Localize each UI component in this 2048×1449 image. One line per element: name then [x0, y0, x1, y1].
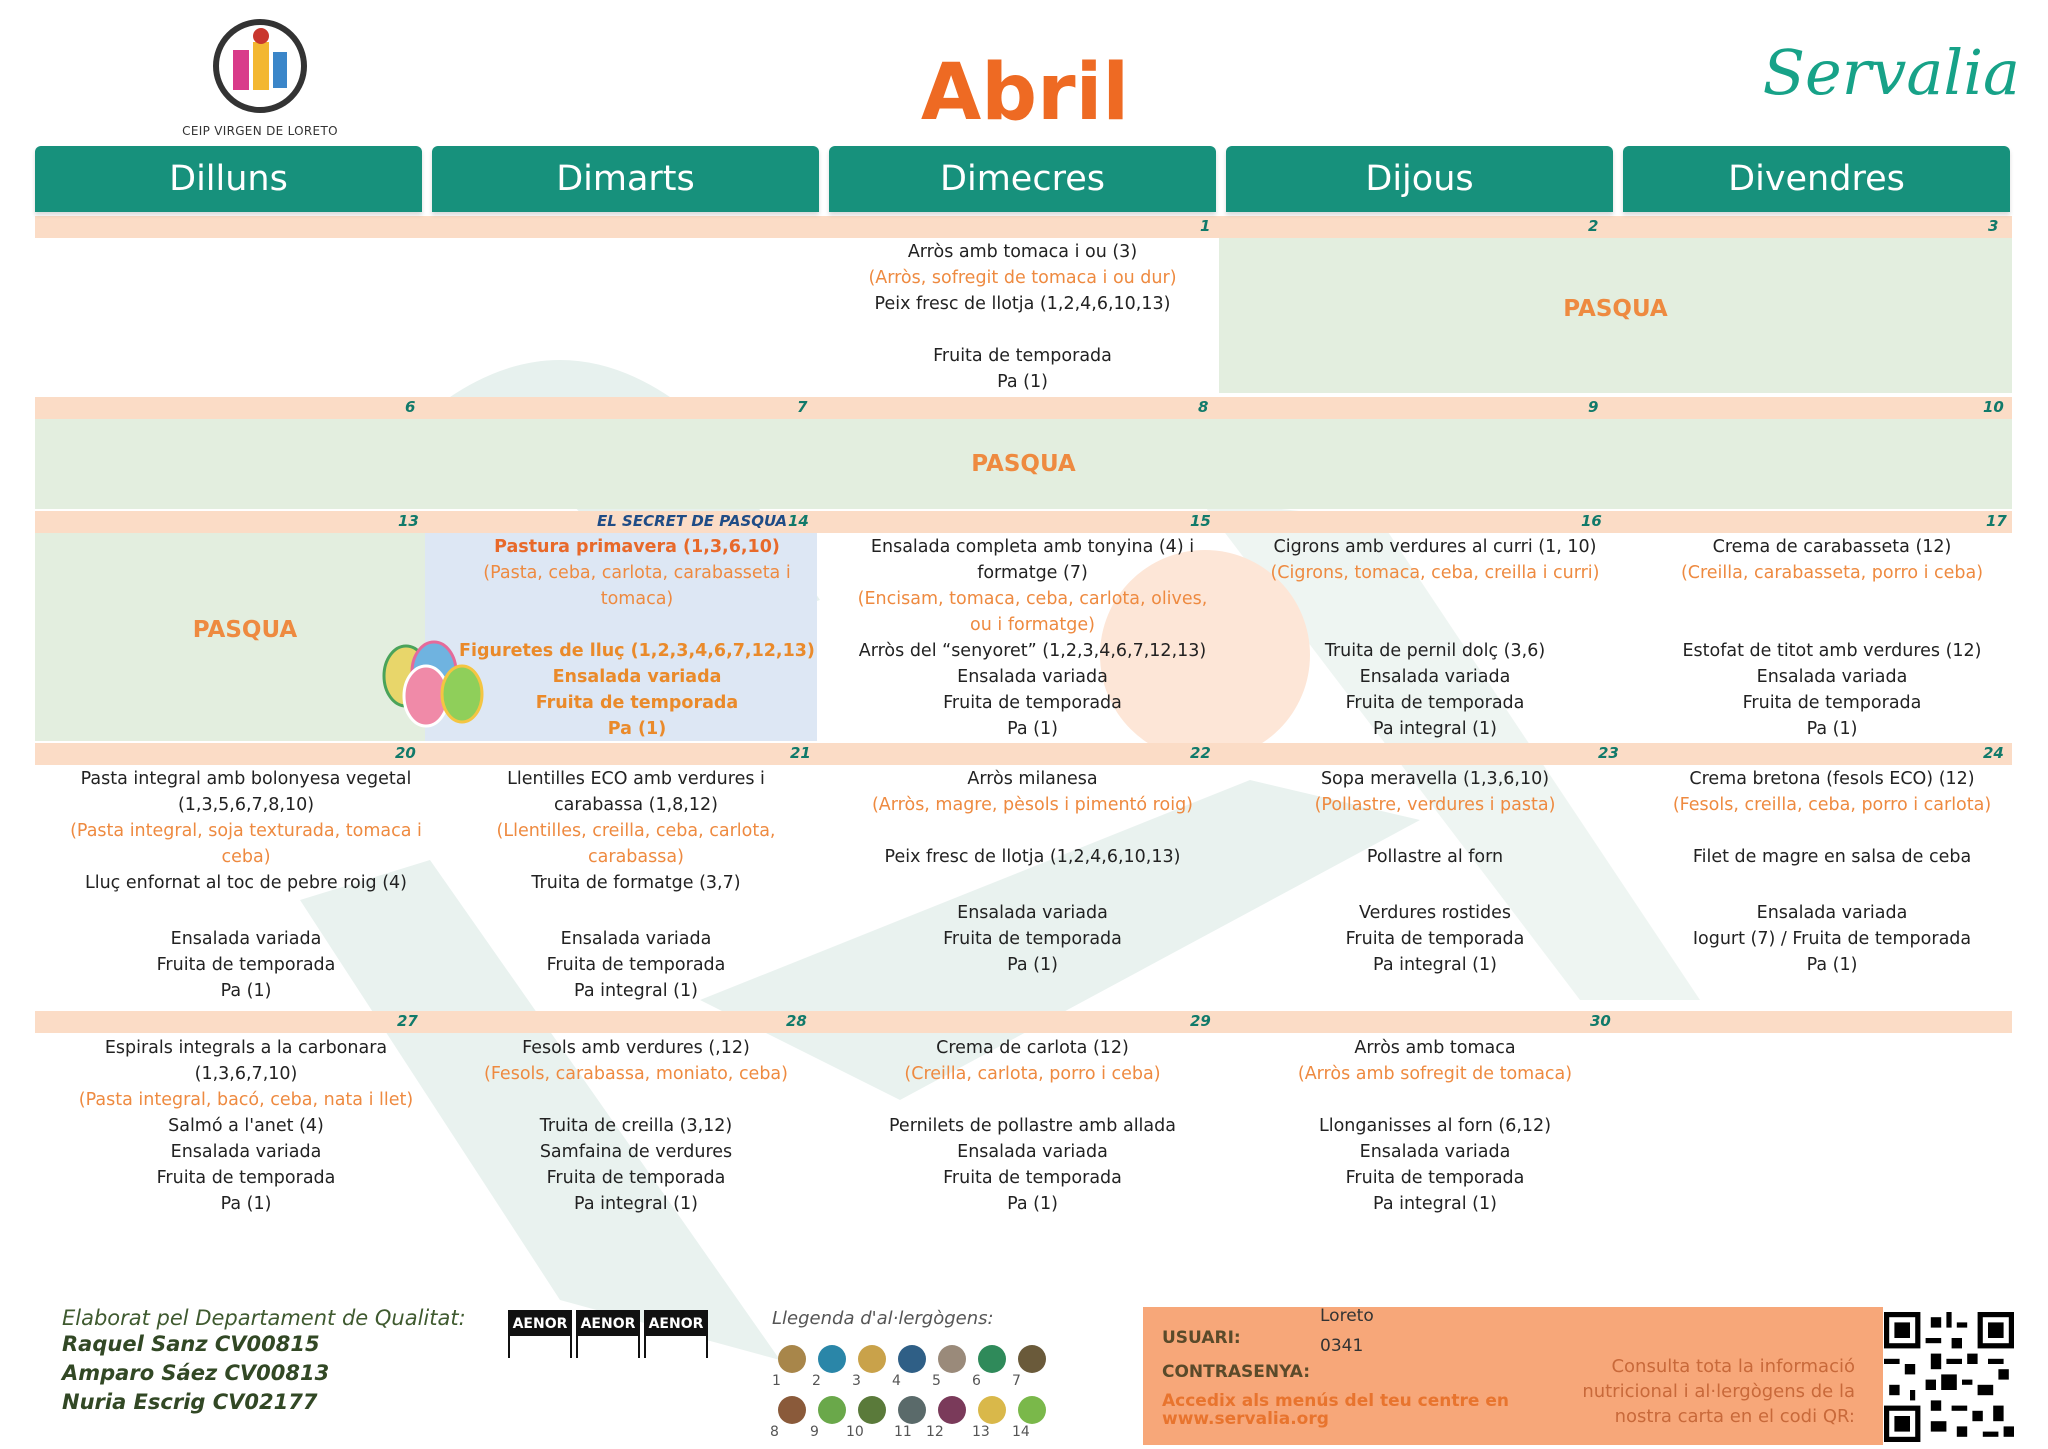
menu-cell-apr-24 [1632, 766, 2032, 978]
allergen-icon [818, 1396, 846, 1424]
allergen-number: 10 [846, 1424, 864, 1440]
weekday-header-tuesday: Dimarts [432, 146, 819, 212]
dish: Fruita de temporada [535, 693, 739, 713]
allergen-number: 5 [932, 1373, 941, 1389]
quality-name: Amparo Sáez CV00813 [62, 1361, 330, 1385]
menu-cell-apr-16 [1240, 534, 1630, 742]
dish: Pa (1) [1007, 955, 1058, 975]
user-label: USUARI: [1162, 1328, 1241, 1348]
ingredients: (Arròs, magre, pèsols i pimentó roig) [871, 795, 1193, 815]
aenor-badge: AENOR [508, 1310, 572, 1358]
menu-cell-apr-30 [1240, 1035, 1630, 1217]
week1-number-bar [35, 216, 2012, 238]
dish: Ensalada variada [957, 667, 1108, 687]
dish: Filet de magre en salsa de ceba [1692, 847, 1972, 867]
allergen-number: 8 [770, 1424, 779, 1440]
ingredients: (Fesols, carabassa, moniato, ceba) [484, 1064, 788, 1084]
dish: Pernilets de pollastre amb allada [889, 1116, 1176, 1136]
dish: Fruita de temporada [943, 929, 1122, 949]
week4-number-bar [35, 743, 2012, 765]
day-number: 10 [1983, 398, 2004, 416]
school-logo [150, 18, 370, 138]
allergen-number: 4 [892, 1373, 901, 1389]
ingredients: (Arròs, sofregit de tomaca i ou dur) [868, 268, 1177, 288]
dish: Salmó a l'anet (4) [168, 1116, 324, 1136]
easter-tag: EL SECRET DE PASQUA [597, 512, 788, 530]
weekday-header-wednesday: Dimecres [829, 146, 1216, 212]
allergen-icon [858, 1396, 886, 1424]
qr-info-text: Consulta tota la informació nutricional i al·lergògens de la nostra carta en el codi QR: [1582, 1356, 1855, 1427]
allergen-icon [778, 1396, 806, 1424]
ingredients: (Pasta integral, bacó, ceba, nata i llet) [78, 1090, 414, 1110]
day-number: 28 [786, 1012, 807, 1030]
dish: Fruita de temporada [933, 346, 1112, 366]
quality-name: Raquel Sanz CV00815 [62, 1332, 320, 1356]
menu-cell-apr-29 [845, 1035, 1220, 1217]
dish: Pa (1) [1806, 955, 1858, 975]
ingredients: (Encisam, tomaca, ceba, carlota, olives, ou i formatge) [857, 589, 1208, 635]
brand-name: Servalia [1762, 36, 2020, 109]
dish: Arròs milanesa [967, 769, 1098, 789]
dish: Fesols amb verdures (,12) [522, 1038, 750, 1058]
dish: Ensalada variada [957, 1142, 1108, 1162]
password-label: CONTRASENYA: [1162, 1362, 1311, 1382]
holiday-label: PASQUA [971, 451, 1076, 477]
dish: Lluç enfornat al toc de pebre roig (4) [84, 873, 408, 893]
day-number: 6 [405, 398, 416, 416]
ingredients: (Pollastre, verdures i pasta) [1314, 795, 1556, 815]
school-caption: CEIP VIRGEN DE LORETO [182, 124, 338, 138]
dish: Ensalada variada [1756, 667, 1908, 687]
day-number: 1 [1200, 217, 1211, 235]
allergen-number: 3 [852, 1373, 861, 1389]
quality-credits [62, 1306, 466, 1417]
day-number: 20 [395, 744, 416, 762]
servalia-link[interactable]: Accedix als menús del teu centre en www.servalia.org [1162, 1391, 1509, 1429]
menu-cell-apr-23 [1240, 766, 1630, 978]
day-number: 14 [788, 512, 809, 530]
allergen-icon [938, 1345, 966, 1373]
day-number: 3 [1988, 217, 1999, 235]
dish: Sopa meravella (1,3,6,10) [1320, 769, 1550, 789]
dish: Estofat de titot amb verdures (12) [1682, 641, 1982, 661]
allergen-icon [898, 1345, 926, 1373]
ingredients: (Fesols, creilla, ceba, porro i carlota) [1672, 795, 1992, 815]
day-number: 24 [1983, 744, 2004, 762]
dish: Arròs del “senyoret” (1,2,3,4,6,7,12,13) [858, 641, 1207, 661]
weekday-header-thursday: Dijous [1226, 146, 1613, 212]
dish: Pastura primavera (1,3,6,10) [494, 537, 780, 557]
allergen-number: 11 [894, 1424, 912, 1440]
allergen-icon [1018, 1345, 1046, 1373]
holiday-label: PASQUA [192, 617, 298, 643]
day-number: 27 [397, 1012, 418, 1030]
day-number: 9 [1588, 398, 1599, 416]
menu-cell-apr-14 [440, 534, 834, 742]
dish: Crema bretona (fesols ECO) (12) [1689, 769, 1975, 789]
dish: Pasta integral amb bolonyesa vegetal (1,3,5,6,7,8,10) [80, 769, 412, 815]
allergen-number: 13 [972, 1424, 990, 1440]
dish: Pa (1) [1007, 1194, 1058, 1214]
dish: Llonganisses al forn (6,12) [1318, 1116, 1552, 1136]
dish: Truita de pernil dolç (3,6) [1324, 641, 1546, 661]
ingredients: (Creilla, carlota, porro i ceba) [904, 1064, 1161, 1084]
dish: Ensalada variada [170, 929, 322, 949]
dish: Fruita de temporada [546, 1168, 726, 1188]
dish: Ensalada variada [957, 903, 1108, 923]
dish: Arròs amb tomaca [1354, 1038, 1516, 1058]
allergen-number: 2 [812, 1373, 821, 1389]
dish: Pa integral (1) [1373, 1194, 1497, 1214]
dish: Fruita de temporada [1345, 1168, 1525, 1188]
dish: Fruita de temporada [943, 693, 1122, 713]
dish: Pollastre al forn [1366, 847, 1504, 867]
brand-logo [1760, 36, 2020, 109]
dish: Espirals integrals a la carbonara (1,3,6,7,10) [104, 1038, 388, 1084]
dish: Pa integral (1) [1373, 955, 1497, 975]
dish: Fruita de temporada [156, 1168, 336, 1188]
menu-cell-apr-28 [440, 1035, 832, 1217]
menu-cell-apr-27 [60, 1035, 432, 1217]
user-value-top: Loreto [1320, 1306, 1374, 1326]
day-number: 23 [1598, 744, 1619, 762]
dish: Cigrons amb verdures al curri (1, 10) [1273, 537, 1597, 557]
menu-cell-apr-21 [475, 766, 797, 1004]
allergen-legend-title: Llegenda d'al·lergògens: [772, 1308, 994, 1329]
menu-cell-apr-17 [1632, 534, 2032, 742]
ingredients: (Cigrons, tomaca, ceba, creilla i curri) [1270, 563, 1600, 583]
dish: Ensalada variada [560, 929, 712, 949]
menu-cell-apr-1 [829, 239, 1216, 395]
dish: Fruita de temporada [1742, 693, 1922, 713]
dish: Pa (1) [1806, 719, 1858, 739]
dish: Fruita de temporada [943, 1168, 1122, 1188]
dish: Pa integral (1) [574, 1194, 698, 1214]
allergen-number: 12 [926, 1424, 944, 1440]
dish: Truita de creilla (3,12) [539, 1116, 733, 1136]
quality-name: Nuria Escrig CV02177 [62, 1390, 318, 1414]
allergen-icon [978, 1396, 1006, 1424]
dish: Crema de carlota (12) [936, 1038, 1129, 1058]
dish: Pa (1) [220, 1194, 272, 1214]
weekday-header-friday: Divendres [1623, 146, 2010, 212]
ingredients: (Creilla, carabasseta, porro i ceba) [1680, 563, 1984, 583]
allergen-icon [898, 1396, 926, 1424]
allergen-icon [778, 1345, 806, 1373]
menu-cell-apr-20 [60, 766, 432, 1004]
dish: Pa (1) [220, 981, 272, 1001]
allergen-icon [818, 1345, 846, 1373]
dish: Verdures rostides [1358, 903, 1512, 923]
month-title: Abril [920, 48, 1130, 138]
day-number: 7 [797, 398, 808, 416]
dish: Pa (1) [1007, 719, 1058, 739]
dish: Ensalada variada [1756, 903, 1908, 923]
holiday-label: PASQUA [1563, 296, 1668, 322]
week2-number-bar [35, 397, 2012, 419]
ingredients: (Arròs amb sofregit de tomaca) [1297, 1064, 1573, 1084]
allergen-number: 9 [810, 1424, 819, 1440]
dish: Fruita de temporada [546, 955, 726, 975]
week3-number-bar [35, 511, 2012, 533]
allergen-icon [938, 1396, 966, 1424]
dish: Pa (1) [607, 719, 667, 739]
dish: Fruita de temporada [1345, 929, 1525, 949]
dish: Ensalada variada [552, 667, 722, 687]
dish: Samfaina de verdures [539, 1142, 733, 1162]
day-number: 15 [1190, 512, 1211, 530]
day-number: 16 [1581, 512, 1602, 530]
allergen-number: 14 [1012, 1424, 1030, 1440]
dish: Arròs amb tomaca i ou (3) [907, 242, 1138, 262]
dish: Ensalada variada [1359, 1142, 1511, 1162]
day-number: 8 [1198, 398, 1209, 416]
ingredients: (Llentilles, creilla, ceba, carlota, carabassa) [496, 821, 776, 867]
ingredients: (Pasta integral, soja texturada, tomaca i ceba) [70, 821, 422, 867]
dish: Pa integral (1) [574, 981, 698, 1001]
week5-number-bar [35, 1011, 2012, 1033]
menu-cell-apr-22 [845, 766, 1220, 978]
dish: Fruita de temporada [1345, 693, 1525, 713]
day-number: 17 [1986, 512, 2007, 530]
day-number: 30 [1590, 1012, 1611, 1030]
dish: Ensalada variada [170, 1142, 322, 1162]
menu-cell-apr-15 [845, 534, 1220, 742]
dish: Truita de formatge (3,7) [531, 873, 741, 893]
dish: Fruita de temporada [156, 955, 336, 975]
dish: Peix fresc de llotja (1,2,4,6,10,13) [874, 294, 1171, 314]
day-number: 2 [1588, 217, 1599, 235]
day-number: 29 [1190, 1012, 1211, 1030]
weekday-header-monday: Dilluns [35, 146, 422, 212]
allergen-icon [1018, 1396, 1046, 1424]
day-number: 22 [1190, 744, 1211, 762]
day-number: 21 [790, 744, 811, 762]
allergen-icon [978, 1345, 1006, 1373]
user-value: 0341 [1320, 1336, 1364, 1356]
day-number: 13 [398, 512, 419, 530]
quality-title: Elaborat pel Departament de Qualitat: [62, 1306, 466, 1330]
ingredients: (Pasta, ceba, carlota, carabasseta i tomaca) [483, 563, 791, 609]
aenor-badge: AENOR [576, 1310, 640, 1358]
dish: Peix fresc de llotja (1,2,4,6,10,13) [884, 847, 1181, 867]
aenor-badge: AENOR [644, 1310, 708, 1358]
dish: Ensalada completa amb tonyina (4) i formatge (7) [870, 537, 1195, 583]
dish: Pa (1) [997, 372, 1048, 392]
allergen-number: 7 [1012, 1373, 1021, 1389]
dish: Crema de carabasseta (12) [1712, 537, 1952, 557]
dish: Ensalada variada [1359, 667, 1511, 687]
qr-code-icon[interactable] [1884, 1312, 2014, 1442]
allergen-number: 6 [972, 1373, 981, 1389]
school-emblem-icon [205, 18, 315, 118]
dish: Pa integral (1) [1373, 719, 1497, 739]
dish: Figuretes de lluç (1,2,3,4,6,7,12,13) [459, 641, 815, 661]
dish: Iogurt (7) / Fruita de temporada [1692, 929, 1972, 949]
dish: Llentilles ECO amb verdures i carabassa (1,8,12) [507, 769, 765, 815]
allergen-number: 1 [772, 1373, 781, 1389]
allergen-icon [858, 1345, 886, 1373]
